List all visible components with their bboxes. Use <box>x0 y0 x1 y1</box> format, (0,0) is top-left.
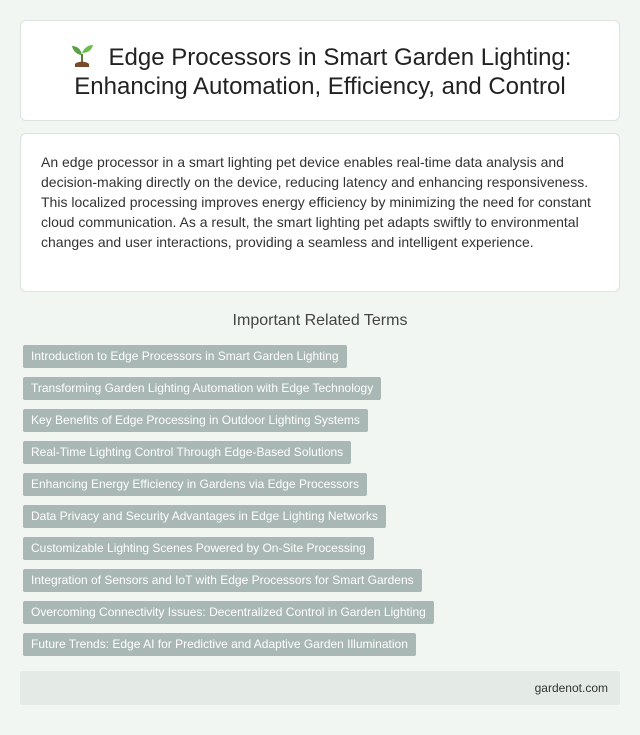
related-term-link[interactable]: Integration of Sensors and IoT with Edge Processors for Smart Gardens <box>23 569 422 592</box>
related-term-link[interactable]: Transforming Garden Lighting Automation with Edge Technology <box>23 377 381 400</box>
intro-paragraph: An edge processor in a smart lighting pet device enables real-time data analysis and decision-making directly on the device, reducing latency and enhancing responsiveness. This localized processing improves energy efficiency by minimizing the need for constant cloud communication. As a result, the smart lighting pet adapts swiftly to environmental changes and user interactions, providing a seamless and intelligent experience. <box>41 154 591 250</box>
title-card <box>20 20 620 121</box>
intro-card <box>20 133 620 292</box>
page-title-text: Edge Processors in Smart Garden Lighting: Enhancing Automation, Efficiency, and Control <box>74 44 572 100</box>
sprout-icon <box>69 42 95 68</box>
related-term-link[interactable]: Real-Time Lighting Control Through Edge-Based Solutions <box>23 441 351 464</box>
related-term-link[interactable]: Introduction to Edge Processors in Smart Garden Lighting <box>23 345 347 368</box>
related-terms-list <box>23 345 434 665</box>
related-term-link[interactable]: Overcoming Connectivity Issues: Decentralized Control in Garden Lighting <box>23 601 434 624</box>
page-title <box>45 42 595 101</box>
related-term-link[interactable]: Future Trends: Edge AI for Predictive and Adaptive Garden Illumination <box>23 633 416 656</box>
related-term-link[interactable]: Data Privacy and Security Advantages in Edge Lighting Networks <box>23 505 386 528</box>
footer <box>20 671 620 705</box>
related-terms-heading: Important Related Terms <box>232 312 408 329</box>
footer-site-link[interactable]: gardenot.com <box>534 681 608 695</box>
related-term-link[interactable]: Enhancing Energy Efficiency in Gardens via Edge Processors <box>23 473 367 496</box>
related-term-link[interactable]: Customizable Lighting Scenes Powered by On-Site Processing <box>23 537 374 560</box>
related-term-link[interactable]: Key Benefits of Edge Processing in Outdoor Lighting Systems <box>23 409 368 432</box>
